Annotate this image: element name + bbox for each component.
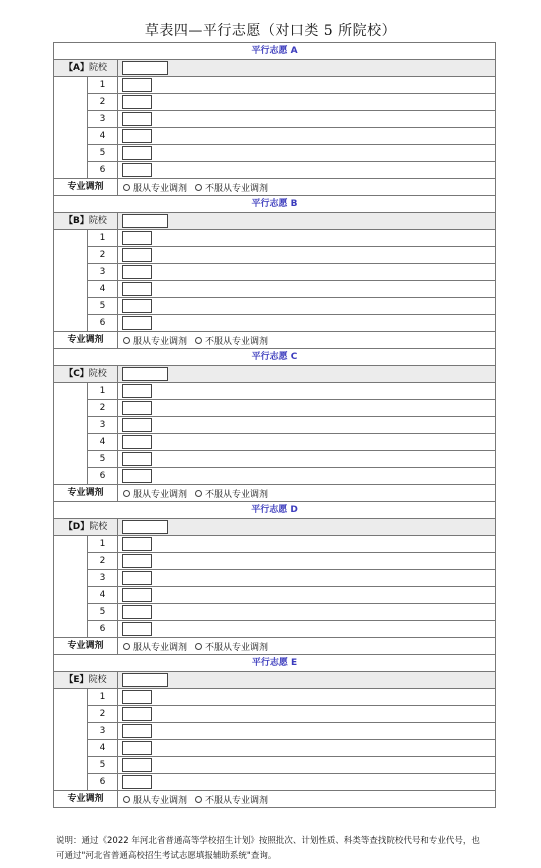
section-header: 平行志愿 C <box>54 349 495 366</box>
major-code-field[interactable] <box>122 282 152 296</box>
major-code-field[interactable] <box>122 588 152 602</box>
major-row <box>88 587 495 604</box>
major-number: 5 <box>88 451 118 467</box>
majors-spacer <box>54 383 88 485</box>
option-label: 服从专业调剂 <box>133 642 188 653</box>
major-row <box>88 94 495 111</box>
major-row <box>88 774 495 791</box>
major-code-cell <box>118 417 495 433</box>
major-code-cell <box>118 383 495 399</box>
major-number: 4 <box>88 128 118 144</box>
major-code-field[interactable] <box>122 265 152 279</box>
major-row <box>88 689 495 706</box>
major-code-cell <box>118 604 495 620</box>
major-code-field[interactable] <box>122 622 152 636</box>
accept-adjust-option[interactable] <box>123 793 187 806</box>
major-code-cell <box>118 145 495 161</box>
school-code-field[interactable] <box>122 520 168 534</box>
major-code-cell <box>118 111 495 127</box>
major-number: 3 <box>88 417 118 433</box>
major-code-field[interactable] <box>122 707 152 721</box>
school-code-field[interactable] <box>122 367 168 381</box>
major-code-cell <box>118 400 495 416</box>
major-code-field[interactable] <box>122 435 152 449</box>
accept-adjust-option[interactable] <box>123 334 187 347</box>
page-title: 草表四—平行志愿（对口类 5 所院校） <box>144 23 397 39</box>
major-code-field[interactable] <box>122 690 152 704</box>
school-text: 院校 <box>88 675 107 685</box>
major-code-cell <box>118 247 495 263</box>
major-row <box>88 740 495 757</box>
volunteer-section <box>54 43 495 196</box>
majors-list <box>88 689 495 791</box>
footnote <box>56 834 526 864</box>
option-label: 服从专业调剂 <box>133 795 188 806</box>
major-row <box>88 400 495 417</box>
major-number: 1 <box>88 536 118 552</box>
adjust-label: 专业调剂 <box>54 638 118 654</box>
radio-icon[interactable] <box>123 490 130 497</box>
volunteer-section <box>54 349 495 502</box>
volunteer-section <box>54 196 495 349</box>
major-row <box>88 264 495 281</box>
major-code-cell <box>118 162 495 178</box>
adjust-row <box>54 791 495 808</box>
major-code-field[interactable] <box>122 571 152 585</box>
major-code-field[interactable] <box>122 163 152 177</box>
school-label <box>54 519 118 535</box>
major-number: 4 <box>88 587 118 603</box>
major-code-field[interactable] <box>122 605 152 619</box>
school-code-cell <box>118 60 495 76</box>
volunteer-form <box>53 42 496 808</box>
major-code-cell <box>118 128 495 144</box>
section-header: 平行志愿 B <box>54 196 495 213</box>
major-code-cell <box>118 587 495 603</box>
adjust-label: 专业调剂 <box>54 332 118 348</box>
radio-icon[interactable] <box>123 337 130 344</box>
school-code-field[interactable] <box>122 61 168 75</box>
school-row <box>54 519 495 536</box>
school-label <box>54 672 118 688</box>
major-code-cell <box>118 315 495 331</box>
major-number: 5 <box>88 298 118 314</box>
major-code-field[interactable] <box>122 724 152 738</box>
major-code-cell <box>118 77 495 93</box>
reject-adjust-option[interactable] <box>195 181 268 194</box>
major-row <box>88 128 495 145</box>
major-code-cell <box>118 468 495 484</box>
major-number: 3 <box>88 264 118 280</box>
major-row <box>88 383 495 400</box>
major-row <box>88 536 495 553</box>
major-code-cell <box>118 451 495 467</box>
option-label: 服从专业调剂 <box>133 183 188 194</box>
major-code-cell <box>118 774 495 790</box>
major-row <box>88 723 495 740</box>
majors-list <box>88 383 495 485</box>
major-row <box>88 315 495 332</box>
adjust-row <box>54 179 495 196</box>
major-number: 6 <box>88 774 118 790</box>
majors-spacer <box>54 536 88 638</box>
major-code-field[interactable] <box>122 537 152 551</box>
major-code-cell <box>118 298 495 314</box>
option-label: 不服从专业调剂 <box>205 795 269 806</box>
major-row <box>88 434 495 451</box>
adjust-options <box>118 332 495 348</box>
major-code-cell <box>118 740 495 756</box>
adjust-row <box>54 638 495 655</box>
majors-block <box>54 536 495 638</box>
school-label <box>54 366 118 382</box>
majors-block <box>54 230 495 332</box>
major-code-cell <box>118 570 495 586</box>
major-code-cell <box>118 281 495 297</box>
major-number: 1 <box>88 77 118 93</box>
major-code-cell <box>118 757 495 773</box>
major-number: 2 <box>88 706 118 722</box>
school-code-cell <box>118 366 495 382</box>
major-row <box>88 247 495 264</box>
footnote-line: 说明：通过《2022 年河北省普通高等学校招生计划》按照批次、计划性质、科类等查找院校代号和专业代号，也 <box>56 836 480 846</box>
major-code-cell <box>118 230 495 246</box>
major-code-field[interactable] <box>122 95 152 109</box>
adjust-options <box>118 638 495 654</box>
school-tag: 【A】 <box>64 63 89 73</box>
school-label <box>54 60 118 76</box>
majors-list <box>88 77 495 179</box>
major-number: 4 <box>88 281 118 297</box>
majors-block <box>54 77 495 179</box>
section-header: 平行志愿 E <box>54 655 495 672</box>
majors-block <box>54 383 495 485</box>
school-tag: 【D】 <box>63 522 90 532</box>
option-label: 不服从专业调剂 <box>205 489 269 500</box>
major-row <box>88 468 495 485</box>
major-row <box>88 298 495 315</box>
major-row <box>88 230 495 247</box>
major-number: 3 <box>88 723 118 739</box>
major-code-field[interactable] <box>122 741 152 755</box>
major-code-cell <box>118 553 495 569</box>
major-number: 4 <box>88 740 118 756</box>
radio-icon[interactable] <box>123 643 130 650</box>
school-code-field[interactable] <box>122 673 168 687</box>
major-number: 2 <box>88 247 118 263</box>
reject-adjust-option[interactable] <box>195 487 268 500</box>
major-row <box>88 604 495 621</box>
school-text: 院校 <box>88 369 107 379</box>
major-row <box>88 706 495 723</box>
major-code-cell <box>118 536 495 552</box>
option-label: 不服从专业调剂 <box>205 183 269 194</box>
radio-icon[interactable] <box>195 643 202 650</box>
major-row <box>88 77 495 94</box>
school-row <box>54 60 495 77</box>
major-code-field[interactable] <box>122 316 152 330</box>
school-code-cell <box>118 672 495 688</box>
adjust-label: 专业调剂 <box>54 791 118 807</box>
major-code-cell <box>118 723 495 739</box>
major-number: 6 <box>88 468 118 484</box>
majors-list <box>88 230 495 332</box>
radio-icon[interactable] <box>195 490 202 497</box>
major-code-cell <box>118 706 495 722</box>
option-label: 服从专业调剂 <box>133 336 188 347</box>
major-row <box>88 162 495 179</box>
major-code-cell <box>118 621 495 637</box>
major-code-field[interactable] <box>122 112 152 126</box>
school-code-cell <box>118 519 495 535</box>
major-number: 5 <box>88 145 118 161</box>
majors-spacer <box>54 77 88 179</box>
major-code-field[interactable] <box>122 299 152 313</box>
radio-icon[interactable] <box>195 337 202 344</box>
school-code-cell <box>118 213 495 229</box>
major-code-cell <box>118 689 495 705</box>
major-row <box>88 417 495 434</box>
major-row <box>88 451 495 468</box>
majors-block <box>54 689 495 791</box>
major-code-field[interactable] <box>122 401 152 415</box>
majors-spacer <box>54 689 88 791</box>
major-row <box>88 757 495 774</box>
major-number: 2 <box>88 553 118 569</box>
school-code-field[interactable] <box>122 214 168 228</box>
major-number: 5 <box>88 757 118 773</box>
major-row <box>88 145 495 162</box>
accept-adjust-option[interactable] <box>123 487 187 500</box>
major-code-cell <box>118 434 495 450</box>
adjust-label: 专业调剂 <box>54 485 118 501</box>
school-text: 院校 <box>88 63 107 73</box>
school-tag: 【E】 <box>64 675 89 685</box>
major-code-field[interactable] <box>122 146 152 160</box>
major-code-field[interactable] <box>122 384 152 398</box>
major-code-field[interactable] <box>122 78 152 92</box>
accept-adjust-option[interactable] <box>123 181 187 194</box>
reject-adjust-option[interactable] <box>195 334 268 347</box>
major-code-field[interactable] <box>122 469 152 483</box>
school-row <box>54 672 495 689</box>
majors-list <box>88 536 495 638</box>
school-text: 院校 <box>88 216 107 226</box>
major-code-field[interactable] <box>122 231 152 245</box>
major-number: 1 <box>88 230 118 246</box>
major-number: 6 <box>88 315 118 331</box>
major-code-field[interactable] <box>122 775 152 789</box>
accept-adjust-option[interactable] <box>123 640 187 653</box>
major-number: 5 <box>88 604 118 620</box>
major-code-field[interactable] <box>122 248 152 262</box>
major-number: 1 <box>88 383 118 399</box>
adjust-label: 专业调剂 <box>54 179 118 195</box>
adjust-options <box>118 179 495 195</box>
school-row <box>54 366 495 383</box>
volunteer-section <box>54 502 495 655</box>
adjust-options <box>118 791 495 807</box>
major-number: 4 <box>88 434 118 450</box>
major-number: 1 <box>88 689 118 705</box>
radio-icon[interactable] <box>195 796 202 803</box>
major-row <box>88 553 495 570</box>
major-row <box>88 281 495 298</box>
radio-icon[interactable] <box>195 184 202 191</box>
major-number: 3 <box>88 111 118 127</box>
major-number: 2 <box>88 94 118 110</box>
school-label <box>54 213 118 229</box>
major-row <box>88 570 495 587</box>
major-row <box>88 621 495 638</box>
school-tag: 【B】 <box>64 216 89 226</box>
radio-icon[interactable] <box>123 796 130 803</box>
footnote-line: 可通过"河北省普通高校招生考试志愿填报辅助系统"查询。 <box>56 851 277 861</box>
volunteer-section <box>54 655 495 808</box>
major-code-cell <box>118 94 495 110</box>
major-code-field[interactable] <box>122 554 152 568</box>
major-code-cell <box>118 264 495 280</box>
section-header: 平行志愿 D <box>54 502 495 519</box>
option-label: 不服从专业调剂 <box>205 642 269 653</box>
adjust-row <box>54 485 495 502</box>
reject-adjust-option[interactable] <box>195 640 268 653</box>
option-label: 不服从专业调剂 <box>205 336 269 347</box>
major-row <box>88 111 495 128</box>
adjust-row <box>54 332 495 349</box>
school-text: 院校 <box>89 522 108 532</box>
school-tag: 【C】 <box>64 369 89 379</box>
option-label: 服从专业调剂 <box>133 489 188 500</box>
school-row <box>54 213 495 230</box>
major-number: 6 <box>88 621 118 637</box>
radio-icon[interactable] <box>123 184 130 191</box>
majors-spacer <box>54 230 88 332</box>
major-code-field[interactable] <box>122 758 152 772</box>
major-code-field[interactable] <box>122 129 152 143</box>
major-code-field[interactable] <box>122 418 152 432</box>
major-number: 3 <box>88 570 118 586</box>
section-header: 平行志愿 A <box>54 43 495 60</box>
major-code-field[interactable] <box>122 452 152 466</box>
major-number: 6 <box>88 162 118 178</box>
adjust-options <box>118 485 495 501</box>
reject-adjust-option[interactable] <box>195 793 268 806</box>
major-number: 2 <box>88 400 118 416</box>
